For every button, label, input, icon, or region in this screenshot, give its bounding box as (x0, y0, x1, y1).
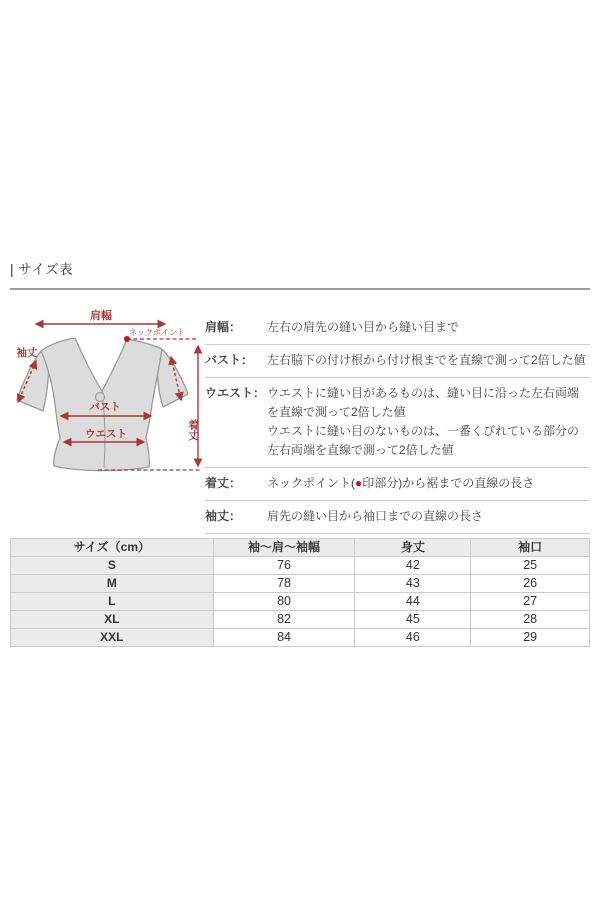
body-length-label: 着丈 (187, 419, 199, 441)
table-row (11, 629, 590, 647)
measurement-row-bust (205, 345, 590, 378)
red-dot-mark: ● (355, 476, 363, 490)
left-sleeve-shape (17, 351, 48, 411)
desc-text-after: 印部分)から裾までの直線の長さ (362, 476, 535, 490)
measurement-guide (205, 312, 590, 534)
cell-value: 44 (355, 593, 471, 611)
cell-value: 28 (471, 611, 590, 629)
table-row (11, 557, 590, 575)
size-label: L (11, 593, 214, 611)
table-row (11, 593, 590, 611)
garment-diagram (5, 300, 215, 500)
cell-value: 27 (471, 593, 590, 611)
cell-value: 42 (355, 557, 471, 575)
measurement-desc: ウエストに縫い目のないものは、一番くびれている部分の左右両端を直線で測って2倍した値 (267, 424, 580, 457)
cell-value: 43 (355, 575, 471, 593)
measurement-desc: 左右の肩先の縫い目から縫い目まで (267, 320, 460, 334)
garment-diagram-svg (5, 300, 215, 500)
size-label: XL (11, 611, 214, 629)
measurement-desc: 左右脇下の付け根から付け根までを直線で測って2倍した値 (267, 353, 586, 367)
size-label: M (11, 575, 214, 593)
measurement-row-shoulder (205, 312, 590, 345)
size-label: S (11, 557, 214, 575)
cell-value: 84 (213, 629, 355, 647)
right-sleeve-shape (157, 348, 188, 407)
cell-value: 25 (471, 557, 590, 575)
measurement-term: 着丈： (205, 476, 242, 490)
measurement-row-sleeve (205, 501, 590, 534)
sleeve-length-label: 袖丈 (16, 347, 38, 359)
size-table-header-row (11, 539, 590, 557)
cell-value: 82 (213, 611, 355, 629)
measurement-term: バスト： (205, 353, 254, 367)
col-header-cuff: 袖口 (471, 539, 590, 557)
cell-value: 80 (213, 593, 355, 611)
cell-value: 26 (471, 575, 590, 593)
cell-value: 46 (355, 629, 471, 647)
size-label: XXL (11, 629, 214, 647)
cell-value: 76 (213, 557, 355, 575)
measurement-row-length (205, 468, 590, 501)
measurement-desc: ウエストに縫い目があるものは、縫い目に沿った左右両端を直線で測って2倍した値 (267, 386, 580, 419)
measurement-desc (267, 474, 590, 493)
col-header-sleeve-shoulder-width: 袖〜肩〜袖幅 (213, 539, 355, 557)
col-header-body-length: 身丈 (355, 539, 471, 557)
neck-point-label: ネックポイント (129, 328, 185, 337)
bust-label: バスト (89, 401, 121, 413)
cell-value: 29 (471, 629, 590, 647)
measurement-row-waist (205, 378, 590, 468)
cell-value: 45 (355, 611, 471, 629)
measurement-desc: 肩先の縫い目から袖口までの直線の長さ (267, 509, 484, 523)
cell-value: 78 (213, 575, 355, 593)
table-row (11, 575, 590, 593)
size-table (10, 538, 590, 647)
measurement-term: 袖丈： (205, 509, 242, 523)
desc-text-before: ネックポイント( (267, 476, 355, 490)
measurement-term: ウエスト： (205, 386, 266, 400)
col-header-size: サイズ（cm） (11, 539, 214, 557)
shoulder-width-label: 肩幅 (90, 310, 112, 322)
page-title: | サイズ表 (10, 258, 590, 290)
table-row (11, 611, 590, 629)
waist-label: ウエスト (85, 428, 127, 440)
measurement-term: 肩幅： (205, 320, 242, 334)
